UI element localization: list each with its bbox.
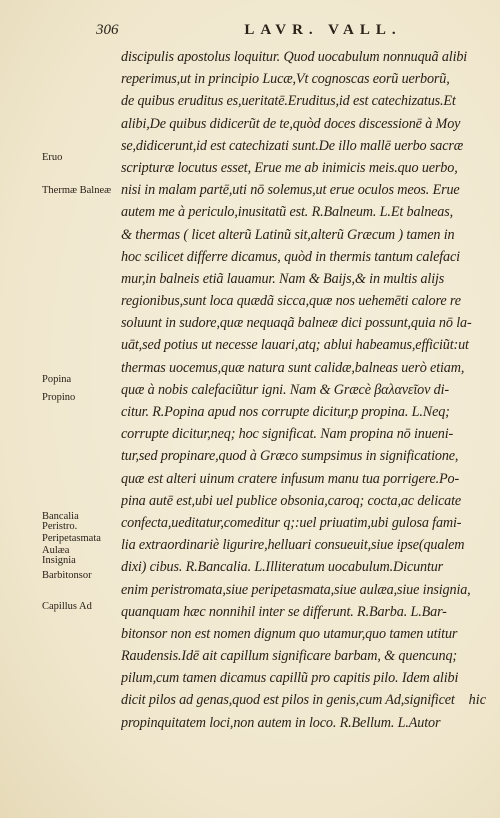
text-line: Raudensis.Idē ait capillum significare barbam, & quencunq; xyxy=(121,648,457,665)
margin-notes xyxy=(0,0,120,818)
text-line: propinquitatem loci,non autem in loco. R.Bellum. L.Autor xyxy=(121,714,441,731)
text-line: regionibus,sunt loca quædã sicca,quæ nos uehemēti calore re xyxy=(121,293,461,310)
text-line: & thermas ( licet alterũ Latinũ sit,alterũ Græcum ) tamen in xyxy=(121,226,455,243)
text-line: enim peristromata,siue peripetasmata,siue aulæa,siue insignia, xyxy=(121,581,471,598)
margin-note-barbitonsor: Barbitonsor xyxy=(42,570,92,581)
text-line: quanquam hæc nonnihil inter se differunt. R.Barba. L.Bar- xyxy=(121,603,447,620)
text-line: pina autē est,ubi uel publice obsonia,caroq; cocta,ac delicate xyxy=(121,492,462,509)
running-head: LAVR. VALL. xyxy=(244,22,402,38)
text-line: soluunt in sudore,quæ nequaqã balneæ dici possunt,quia nō la- xyxy=(121,315,472,332)
text-line: mur,in balneis etiã lauamur. Nam & Baijs,& in multis alijs xyxy=(121,270,445,287)
text-line: citur. R.Popina apud nos corrupte dicitur,p propina. L.Neq; xyxy=(121,404,450,420)
text-line: corrupte dicitur,neq; hoc significat. Nam propina nō inueni- xyxy=(121,426,454,443)
text-line: scripturæ locutus esset, Erue me ab inimicis meis.quo uerbo, xyxy=(121,159,458,176)
text-line: confecta,ueditatur,comeditur q;:uel priuatim,ubi gulosa fami- xyxy=(121,514,462,531)
text-line: se,didicerunt,id est catechizati sunt.De illo mallē uerbo sacræ xyxy=(121,137,464,154)
margin-note-peripetasmata: Peripetasmata xyxy=(42,533,101,544)
text-line: reperimus,ut in principio Lucæ,Vt cognoscas eorũ uerborũ, xyxy=(121,71,450,88)
margin-note-aulaea: Aulæa Insignia xyxy=(42,545,76,566)
text-line: alibi,De quibus didicerũt de te,quòd doces discessionē à Moy xyxy=(121,115,461,132)
text-line: de quibus eruditus es,ueritatē.Eruditus,id est catechizatus.Et xyxy=(121,93,456,110)
page-number: 306 xyxy=(96,22,119,38)
text-line: lia extraordinariè ligurire,helluari consueuit,siue ipse(qualem xyxy=(121,537,465,554)
text-line: dicit pilos ad genas,quod est pilos in genis,cum Ad,significet xyxy=(121,692,455,709)
text-line: autem me à periculo,inusitatũ est. R.Balneum. L.Et balneas, xyxy=(121,204,454,221)
text-line: nisi in malam partē,uti nō solemus,ut erue oculos meos. Erue xyxy=(121,182,460,199)
text-line: uāt,sed potius ut necesse lauari,atq; ablui habeamus,efficiũt:ut xyxy=(121,337,469,354)
margin-note-eruo: Eruo xyxy=(42,152,63,163)
page-header xyxy=(96,22,470,44)
text-line: tur,sed propinare,quod à Græco sumpsimus in significatione, xyxy=(121,448,459,465)
margin-note-bancalia: Bancalia Peristro. xyxy=(42,511,79,532)
text-line: bitonsor non est nomen dignum quo utamur,quo tamen utitur xyxy=(121,625,458,642)
text-line: thermas uocemus,quæ natura sunt calidæ,balneas uerò etiam, xyxy=(121,359,465,376)
margin-note-thermae: Thermæ Balneæ xyxy=(42,185,112,196)
text-line: quæ à nobis calefaciũtur igni. Nam & Græcè βαλανεῖον di- xyxy=(121,381,449,398)
catchword: hic xyxy=(468,692,486,708)
text-line: discipulis apostolus loquitur. Quod uocabulum nonnuquã alibi xyxy=(121,49,468,65)
text-line: pilum,cum tamen dicamus capillũ pro capitis pilo. Idem alibi xyxy=(121,670,459,687)
text-line: quæ est alteri uinum cratere infusum manu tua porrigere.Po- xyxy=(121,470,460,487)
margin-note-propino: Propino xyxy=(42,392,76,403)
margin-note-capillus: Capillus Ad xyxy=(42,601,92,612)
text-line: hoc scilicet differre dicamus, quòd in thermis tantum calefaci xyxy=(121,248,460,265)
body-text xyxy=(121,46,483,734)
text-line: dixi) cibus. R.Bancalia. L.Illiteratum uocabulum.Dicuntur xyxy=(121,559,444,576)
margin-note-popina: Popina xyxy=(42,374,72,385)
